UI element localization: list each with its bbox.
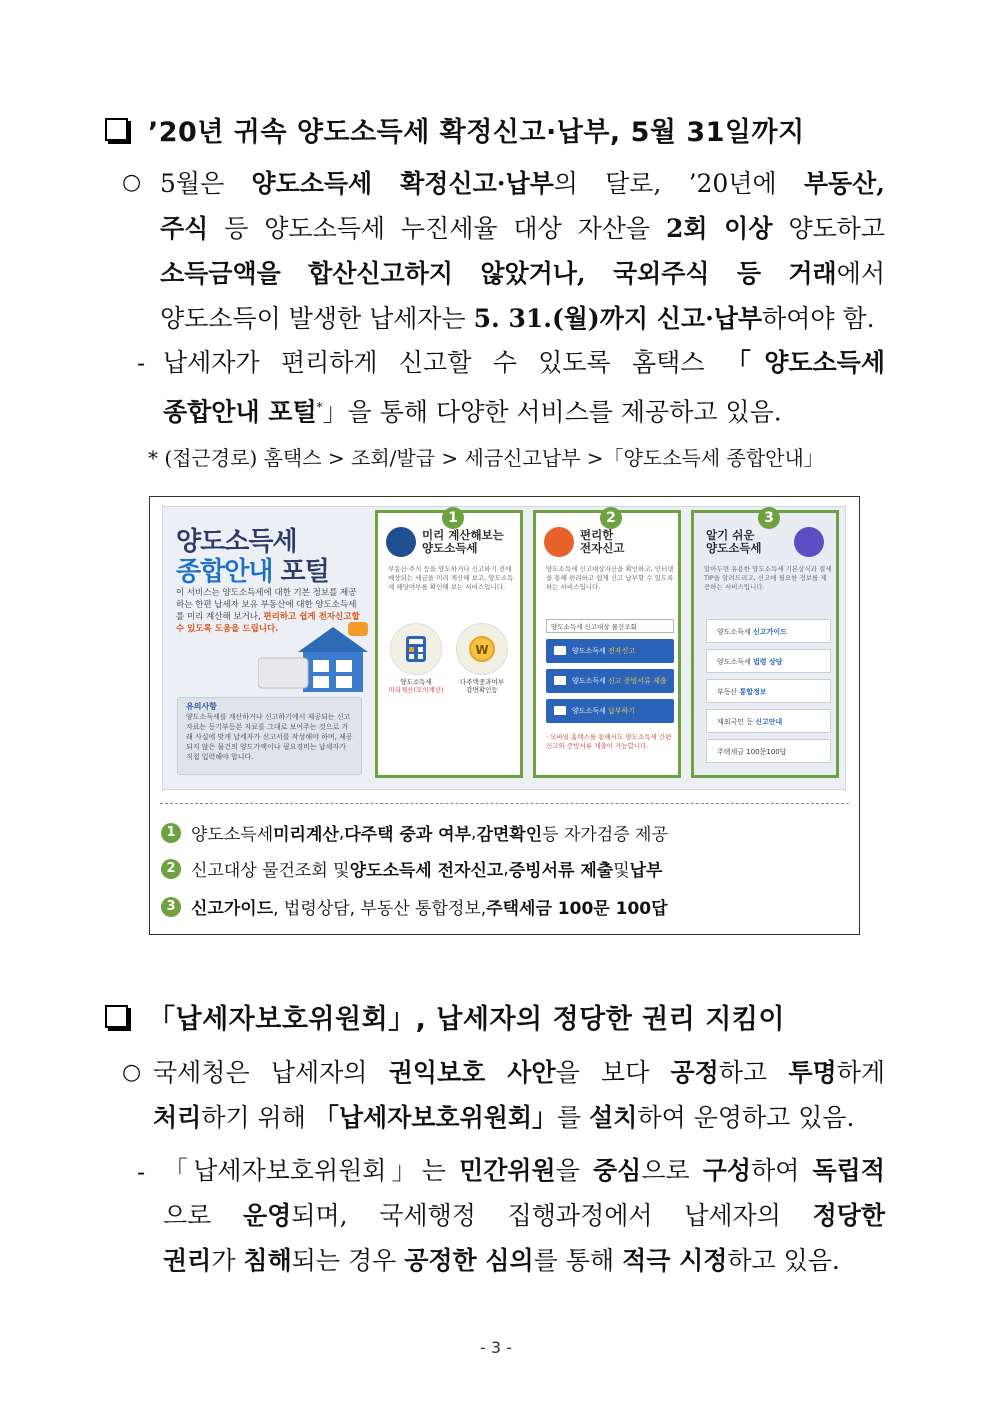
overseas-guide-button[interactable]: 재외국민 등 신고안내: [706, 709, 831, 733]
notice-title: 유의사항: [186, 702, 217, 711]
access-path-note: * (접근경로) 홈택스 > 조회/발급 > 세금신고납부 >「양도소득세 종합안내」: [148, 446, 824, 470]
portal-description: 이 서비스는 양도소득세에 대한 기본 정보를 제공하는 한편 납세자 보유 부동산에 대한 양도소득세를 미리 계산해 보거나, 편리하고 쉽게 전자신고할 수 있도록 도움을 드립니다.: [176, 588, 360, 634]
para-line: 종합안내 포털*」을 통해 다양한 서비스를 제공하고 있음.: [163, 397, 782, 427]
portal-title: 양도소득세: [176, 527, 297, 557]
number-badge: 2: [600, 507, 622, 529]
dash-bullet: -: [137, 349, 146, 377]
section2-subparagraph: [163, 1148, 885, 1283]
notice-box: [177, 697, 362, 775]
para-line: 으로 운영되며, 국세행정 집행과정에서 납세자의 정당한: [163, 1201, 886, 1230]
number-badge: 3: [161, 897, 181, 917]
column-title: 미리 계산해보는 양도소득세: [422, 528, 504, 555]
para-line: 「납세자보호위원회」는 민간위원을 중심으로 구성하여 독립적: [163, 1156, 885, 1185]
house-calculator-icon: [258, 622, 368, 697]
submit-documents-button[interactable]: 양도소득세 신고 증빙서류 제출: [546, 669, 674, 693]
column-title: 알기 쉬운 양도소득세: [706, 528, 762, 555]
portal-column-efiling[interactable]: [533, 510, 681, 778]
portal-figure: [149, 496, 860, 935]
monitor-icon: [544, 527, 574, 557]
document-list-icon: [794, 527, 824, 557]
portal-column-precalc[interactable]: [375, 510, 523, 778]
svg-text:W: W: [475, 643, 489, 657]
portal-screenshot: [162, 506, 846, 790]
tax-precalc-icon[interactable]: [390, 623, 442, 675]
para-line: 양도소득이 발생한 납세자는 5. 31.(월)까지 신고·납부하여야 함.: [160, 304, 875, 333]
column-title: 편리한 전자신고: [580, 528, 625, 555]
reduction-check-icon[interactable]: [456, 623, 508, 675]
notice-text: 양도소득세를 계산하거나 신고하기에서 제공되는 신고 자료는 등기부등본 자료를 그대로 보여주는 것으로 거래 사실에 맞게 납세자가 신고서를 작성해야 하며, 제공되지 않은 물건의 양도가액이나 필요경비는 납세자가 직접 입력해야 합니다.: [186, 713, 353, 761]
number-badge: 1: [161, 823, 181, 843]
para-line: 국세청은 납세자의 권익보호 사안을 보다 공정하고 투명하게: [153, 1058, 886, 1087]
icon-caption: 양도소득세 미리계산(모의계산): [388, 678, 444, 694]
column-description: 알아두면 유용한 양도소득세 기본상식과 절세 TIP을 알려드리고, 신고에 필요한 정보를 제공하는 서비스입니다.: [704, 565, 832, 591]
section1-paragraph: [160, 161, 885, 341]
column-description: 양도소득세 신고대상자산을 확인하고, 인터넷을 통해 편리하고 쉽게 신고 납부할 수 있도록 하는 서비스입니다.: [546, 565, 674, 591]
property-lookup-select[interactable]: 양도소득세 신고대상 물건조회: [546, 619, 674, 633]
section1-title: ’20년 귀속 양도소득세 확정신고·납부, 5월 31일까지: [148, 117, 805, 148]
housing-tax-faq-button[interactable]: 주택세금 100문100답: [706, 739, 831, 763]
circle-bullet: ○: [122, 170, 142, 195]
section2-paragraph: [153, 1050, 885, 1140]
pay-tax-button[interactable]: 양도소득세 납부하기: [546, 699, 674, 723]
checkbox-square-icon: [105, 1005, 128, 1028]
portal-column-guide[interactable]: [691, 510, 839, 778]
legend-item-2: 2 신고대상 물건조회 및 양도소득세 전자신고 , 증빙서류 제출 및 납부: [161, 856, 662, 881]
para-line: 5월은 양도소득세 확정신고·납부의 달로, ’20년에 부동산,: [160, 169, 885, 198]
para-line: 권리가 침해되는 경우 공정한 심의를 통해 적극 시정하고 있음.: [163, 1246, 840, 1275]
filing-guide-button[interactable]: 양도소득세 신고가이드: [706, 619, 831, 643]
law-consult-button[interactable]: 양도소득세 법령 상담: [706, 649, 831, 673]
para-line: 처리하기 위해 「납세자보호위원회」를 설치하여 운영하고 있음.: [153, 1103, 855, 1132]
checkbox-square-icon: [105, 118, 128, 141]
para-line: 납세자가 편리하게 신고할 수 있도록 홈택스 「양도소득세: [163, 348, 885, 377]
calculator-icon: [386, 527, 416, 557]
efiling-button[interactable]: 양도소득세 전자신고: [546, 639, 674, 663]
icon-caption: 다주택중과여부 감면확인등: [460, 678, 504, 694]
section1-subparagraph: [163, 340, 885, 434]
real-estate-info-button[interactable]: 부동산 통합정보: [706, 679, 831, 703]
para-line: 소득금액을 합산신고하지 않았거나, 국외주식 등 거래에서: [160, 259, 885, 288]
number-badge: 1: [442, 507, 464, 529]
legend-item-3: 3 신고가이드 , 법령상담, 부동산 통합정보, 주택세금 100문 100답: [161, 894, 668, 919]
section2-heading: [105, 997, 785, 1036]
legend-item-1: 1 양도소득세 미리계산 , 다주택 중과 여부 , 감면확인 등 자가검증 제공: [161, 820, 668, 845]
dash-bullet: -: [137, 1158, 146, 1186]
number-badge: 3: [758, 507, 780, 529]
portal-subtitle: 종합안내 포털: [176, 557, 329, 587]
number-badge: 2: [161, 859, 181, 879]
para-line: 주식 등 양도소득세 누진세율 대상 자산을 2회 이상 양도하고: [160, 214, 885, 243]
circle-bullet: ○: [122, 1060, 142, 1085]
section2-title: 「납세자보호위원회」, 납세자의 정당한 권리 지킴이: [148, 1004, 785, 1035]
dashed-divider: [160, 803, 849, 804]
page-number: - 3 -: [480, 1338, 512, 1357]
column-description: 부동산·주식 등을 양도하거나 신고하기 전에 예상되는 세금을 미리 계산해 보고, 양도소득세 해당여부를 확인해 보는 서비스입니다.: [388, 565, 514, 591]
mobile-note: · 모바일 홈택스를 통해서도 양도소득세 간편신고와 증빙서류 제출이 가능합니다.: [546, 733, 672, 750]
section1-heading: [105, 110, 805, 149]
